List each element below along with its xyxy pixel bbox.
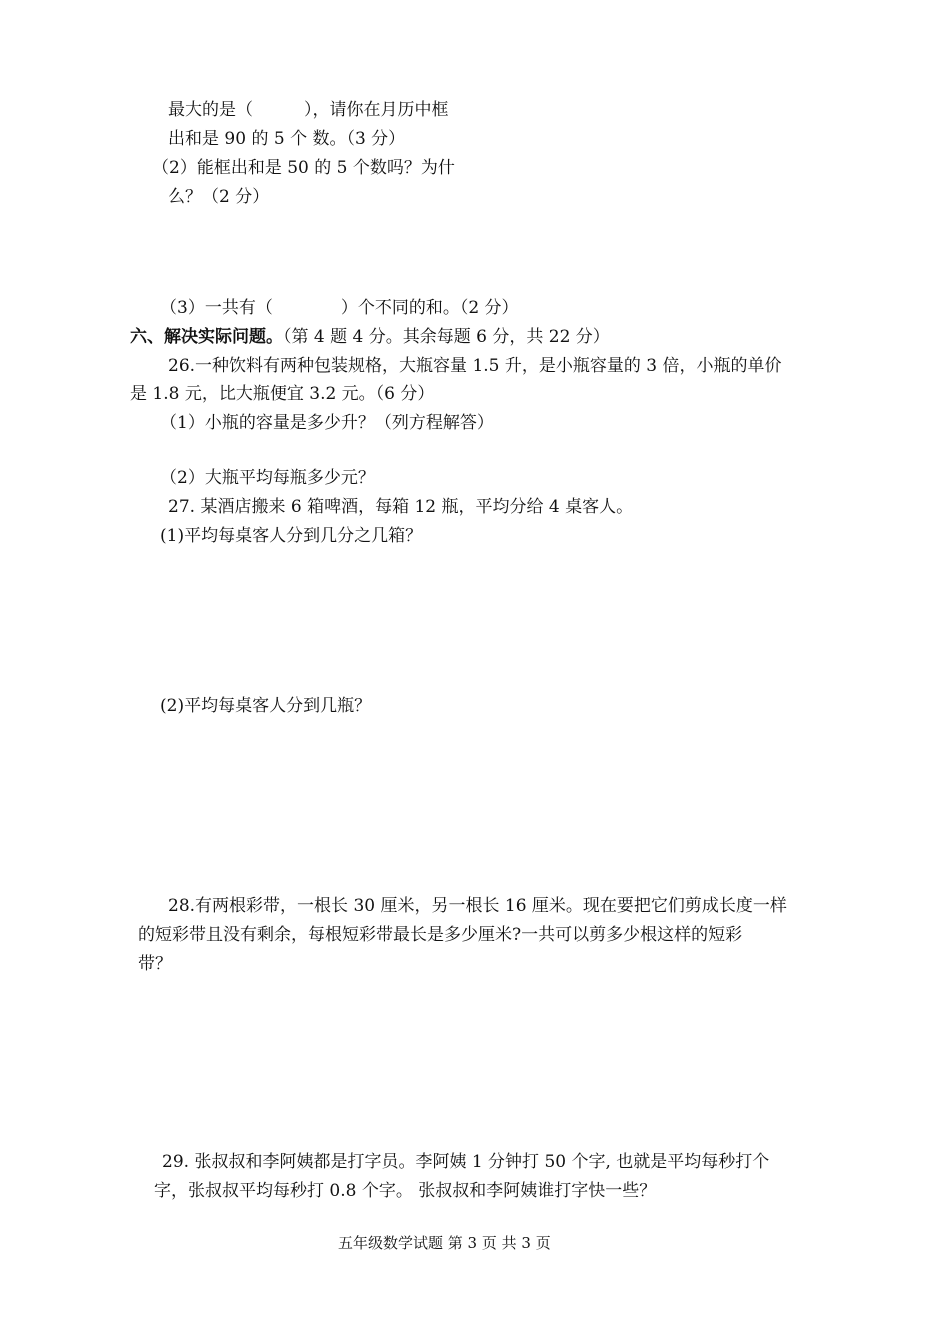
- q25-sub2-line2: 么？（2 分）: [168, 187, 270, 207]
- q25-line1: 最大的是（ ），请你在月历中框: [168, 100, 449, 120]
- q27-sub2: (2)平均每桌客人分到几瓶？: [160, 696, 372, 716]
- section6-heading: 六、解决实际问题。: [130, 327, 283, 347]
- q28-line1: 28.有两根彩带，一根长 30 厘米，另一根长 16 厘米。现在要把它们剪成长度一样: [168, 896, 787, 916]
- section6-header: [130, 329, 610, 346]
- q28-line2: 的短彩带且没有剩余，每根短彩带最长是多少厘米?一共可以剪多少根这样的短彩: [138, 925, 743, 945]
- q27-line1: 27. 某酒店搬来 6 箱啤酒，每箱 12 瓶，平均分给 4 桌客人。: [168, 497, 634, 517]
- q25-sub3: （3）一共有（ ）个不同的和。（2 分）: [160, 298, 519, 318]
- q25-line2: 出和是 90 的 5 个 数。（3 分）: [168, 129, 406, 149]
- q25-sub2-line1: （2）能框出和是 50 的 5 个数吗？为什: [152, 158, 455, 178]
- page-footer: 五年级数学试题 第 3 页 共 3 页: [338, 1234, 551, 1252]
- q27-sub1: (1)平均每桌客人分到几分之几箱？: [160, 526, 423, 546]
- q26-sub2: （2）大瓶平均每瓶多少元？: [160, 468, 375, 488]
- section6-note: （第 4 题 4 分。其余每题 6 分，共 22 分）: [283, 327, 610, 347]
- q28-line3: 带？: [138, 954, 172, 974]
- q29-line1: 29. 张叔叔和李阿姨都是打字员。李阿姨 1 分钟打 50 个字, 也就是平均每秒打个: [162, 1152, 770, 1172]
- q26-line2: 是 1.8 元，比大瓶便宜 3.2 元。（6 分）: [130, 384, 435, 404]
- q29-line2: 字，张叔叔平均每秒打 0.8 个字。 张叔叔和李阿姨谁打字快一些？: [154, 1181, 657, 1201]
- q26-line1: 26.一种饮料有两种包装规格，大瓶容量 1.5 升，是小瓶容量的 3 倍，小瓶的单价: [168, 356, 782, 376]
- q26-sub1: （1）小瓶的容量是多少升？（列方程解答）: [160, 413, 494, 433]
